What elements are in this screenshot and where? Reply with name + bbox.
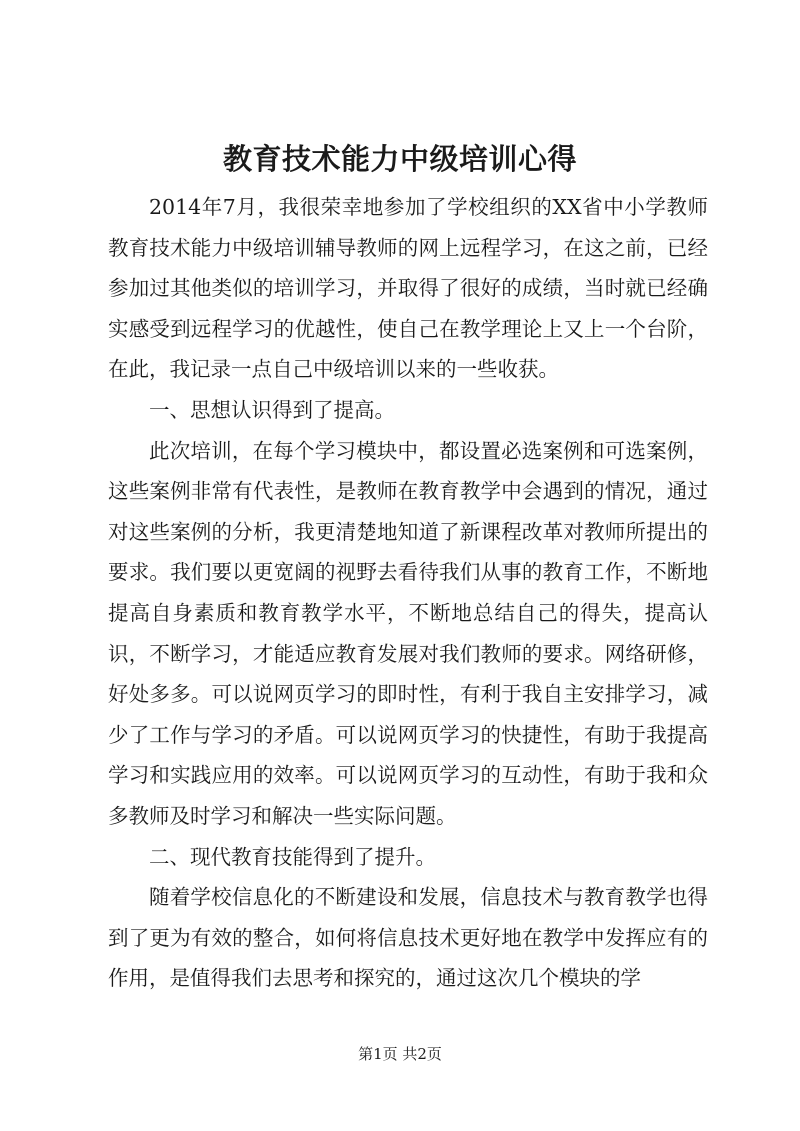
- page-footer: 第1页 共2页: [358, 1045, 442, 1063]
- section-heading-1: 一、思想认识得到了提高。: [149, 397, 395, 422]
- paragraph-section-1: 此次培训，在每个学习模块中，都设置必选案例和可选案例，这些案例非常有代表性，是教师在教育教学中会遇到的情况，通过对这些案例的分析，我更清楚地知道了新课程改革对教师所提出的要求。我们要以更宽阔的视野去看待我们从事的教育工作，不断地提高自身素质和教育教学水平，不断地总结自己的得失，提高认识，不断学习，才能适应教育发展对我们教师的要求。网络研修，好处多多。可以说网页学习的即时性，有利于我自主安排学习，减少了工作与学习的矛盾。可以说网页学习的快捷性，有助于我提高学习和实践应用的效率。可以说网页学习的互动性，有助于我和众多教师及时学习和解决一些实际问题。: [108, 438, 708, 828]
- paragraph-intro: 2014年7月，我很荣幸地参加了学校组织的XX省中小学教师教育技术能力中级培训辅导教师的网上远程学习，在这之前，已经参加过其他类似的培训学习，并取得了很好的成绩，当时就已经确实感受到远程学习的优越性，使自己在教学理论上又上一个台阶，在此，我记录一点自己中级培训以来的一些收获。: [108, 195, 708, 382]
- document-title: 教育技术能力中级培训心得: [222, 142, 577, 176]
- section-heading-2: 二、现代教育技能得到了提升。: [149, 844, 436, 869]
- document-body: [108, 187, 708, 999]
- paragraph-section-2: 随着学校信息化的不断建设和发展，信息技术与教育教学也得到了更为有效的整合，如何将信息技术更好地在教学中发挥应有的作用，是值得我们去思考和探究的，通过这次几个模块的学: [108, 885, 708, 991]
